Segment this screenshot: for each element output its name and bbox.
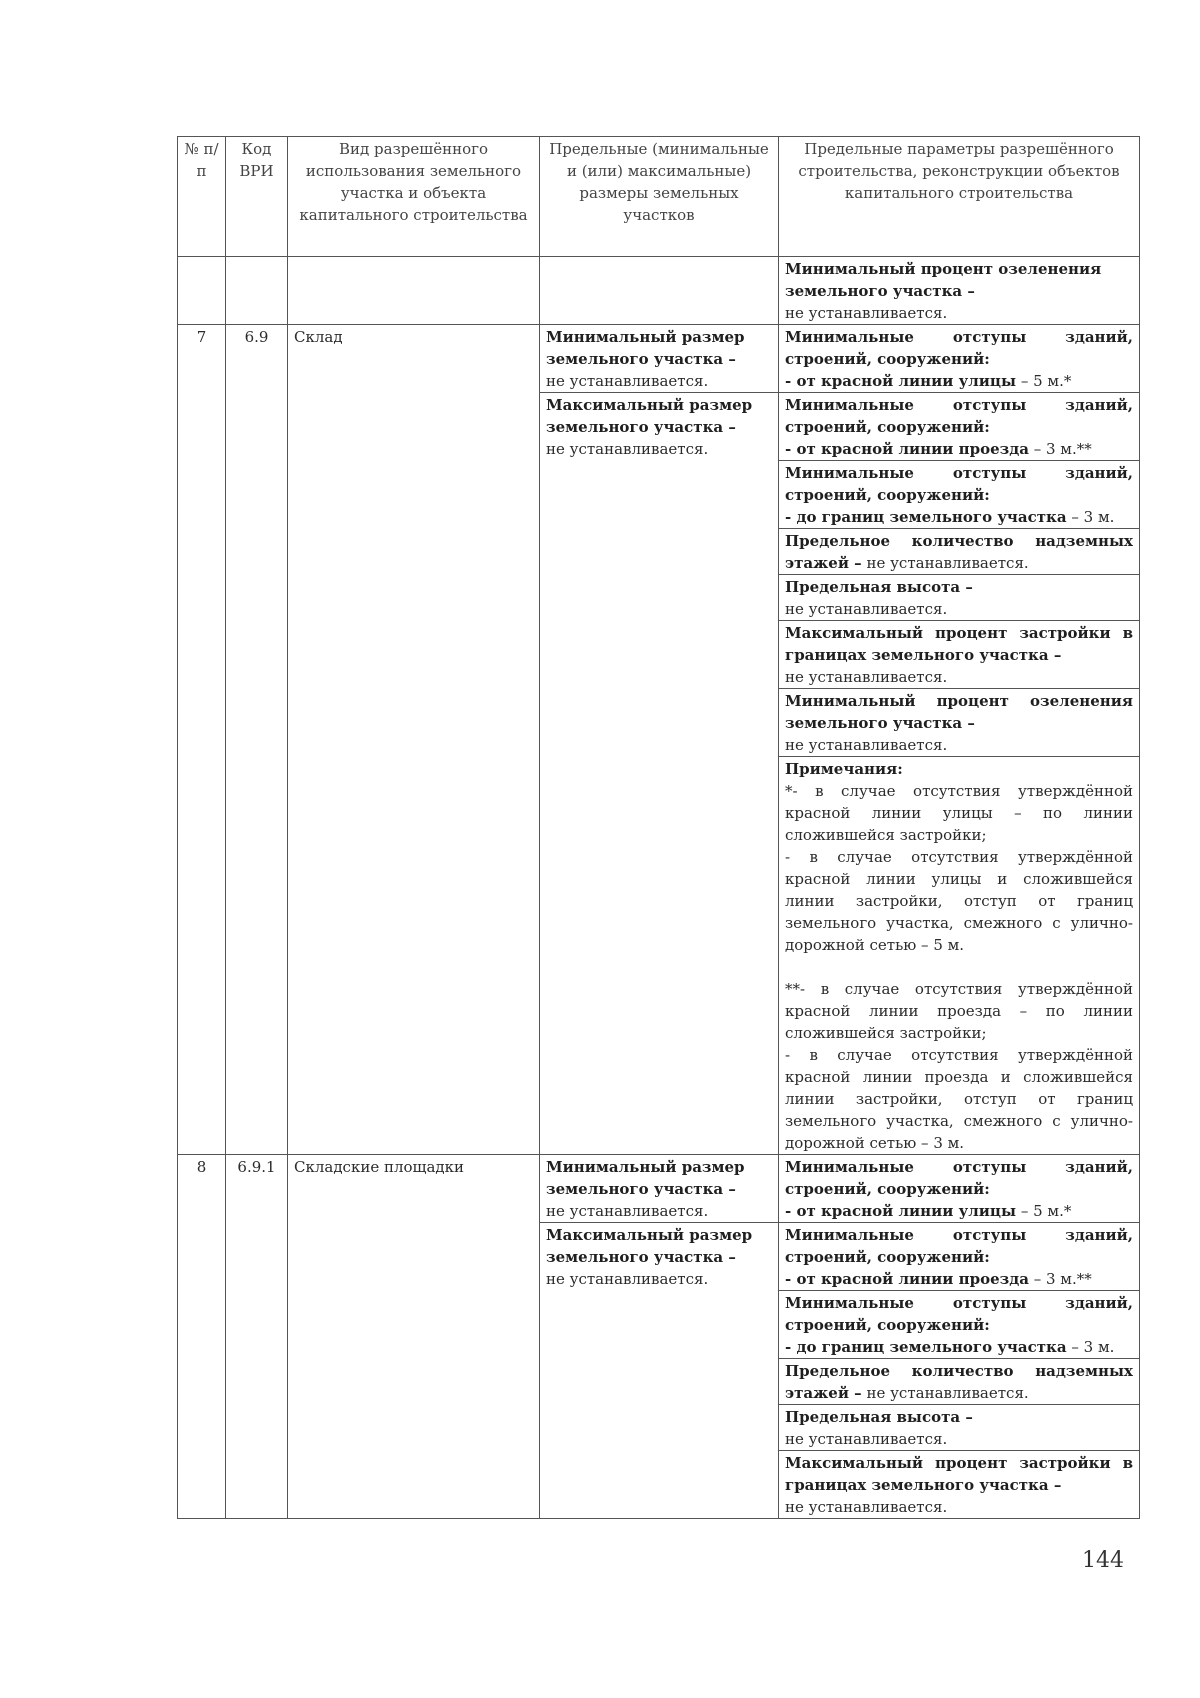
notes-title: Примечания: <box>785 760 903 778</box>
param-value-bold: - от красной линии улицы <box>785 1202 1017 1220</box>
header-num: № п/ п <box>178 137 226 257</box>
param-title: Минимальные отступы зданий, строений, сооружений: <box>785 1294 1133 1334</box>
table-row-8 <box>178 1155 1140 1223</box>
param-value-bold: - от красной линии проезда <box>785 440 1029 458</box>
header-params: Предельные параметры разрешённого строительства, реконструкции объектов капитального строительства <box>779 137 1140 257</box>
param-value: – 3 м.** <box>1028 1270 1092 1288</box>
param-cell <box>779 575 1140 621</box>
row-number: 8 <box>178 1155 226 1519</box>
row-code: 6.9 <box>226 325 288 1155</box>
header-code: Код ВРИ <box>226 137 288 257</box>
param-title: Минимальный процент озеленения земельного участка – <box>785 692 1133 732</box>
param-value: не устанавливается. <box>861 1384 1029 1402</box>
param-cell <box>779 529 1140 575</box>
size-value: не устанавливается. <box>546 440 709 458</box>
param-title: Предельная высота – <box>785 1408 973 1426</box>
param-cell <box>779 1291 1140 1359</box>
param-cell <box>779 257 1140 325</box>
param-title: Максимальный процент застройки в границах земельного участка – <box>785 624 1133 664</box>
size-cell-min <box>540 1155 779 1223</box>
param-value: – 5 м.* <box>1016 1202 1072 1220</box>
table-row-7 <box>178 325 1140 393</box>
param-cell <box>779 1405 1140 1451</box>
param-cell <box>779 1155 1140 1223</box>
size-cell-max <box>540 393 779 1155</box>
param-value-bold: - до границ земельного участка <box>785 508 1067 526</box>
size-title: Минимальный размер земельного участка – <box>546 1158 745 1198</box>
param-cell <box>779 689 1140 757</box>
param-value: не устанавливается. <box>785 1498 948 1516</box>
page-number: 144 <box>1082 1548 1124 1573</box>
param-cell <box>779 1359 1140 1405</box>
note: **- в случае отсутствия утверждённой красной линии проезда – по линии сложившейся застройки; <box>785 980 1133 1042</box>
note: - в случае отсутствия утверждённой красной линии проезда и сложившейся линии застройки, отступ от границ земельного участка, смежного с улично-дорожной сетью – 3 м. <box>785 1046 1133 1152</box>
header-sizes: Предельные (минимальные и (или) максимальные) размеры земельных участков <box>540 137 779 257</box>
param-value-bold: - до границ земельного участка <box>785 1338 1067 1356</box>
param-cell <box>779 461 1140 529</box>
param-value-bold: - от красной линии улицы <box>785 372 1017 390</box>
param-value: не устанавливается. <box>785 600 948 618</box>
param-title: Максимальный процент застройки в границах земельного участка – <box>785 1454 1133 1494</box>
size-title: Минимальный размер земельного участка – <box>546 328 745 368</box>
param-cell <box>779 1223 1140 1291</box>
note: - в случае отсутствия утверждённой красной линии улицы и сложившейся линии застройки, отступ от границ земельного участка, смежного с улично-дорожной сетью – 5 м. <box>785 848 1133 954</box>
param-value: не устанавливается. <box>785 1430 948 1448</box>
param-cell <box>779 393 1140 461</box>
size-cell-min <box>540 325 779 393</box>
param-title: Минимальные отступы зданий, строений, сооружений: <box>785 396 1133 436</box>
param-cell <box>779 325 1140 393</box>
size-value: не устанавливается. <box>546 1270 709 1288</box>
size-title: Максимальный размер земельного участка – <box>546 1226 753 1266</box>
param-title: Предельная высота – <box>785 578 973 596</box>
document-page <box>177 136 1140 1519</box>
param-title: Минимальные отступы зданий, строений, сооружений: <box>785 464 1133 504</box>
zoning-table <box>177 136 1140 1519</box>
param-title: Предельное количество надземных этажей – <box>785 532 1133 572</box>
note: *- в случае отсутствия утверждённой красной линии улицы – по линии сложившейся застройки; <box>785 782 1133 844</box>
param-cell <box>779 621 1140 689</box>
notes-cell <box>779 757 1140 1155</box>
size-title: Максимальный размер земельного участка – <box>546 396 753 436</box>
row-number: 7 <box>178 325 226 1155</box>
param-cell <box>779 1451 1140 1519</box>
header-kind: Вид разрешённого использования земельного участка и объекта капитального строительства <box>288 137 540 257</box>
param-title: Минимальные отступы зданий, строений, сооружений: <box>785 1226 1133 1266</box>
param-value: – 3 м.** <box>1028 440 1092 458</box>
param-value-bold: - от красной линии проезда <box>785 1270 1029 1288</box>
param-value: не устанавливается. <box>785 736 948 754</box>
table-header-row <box>178 137 1140 257</box>
param-title: Минимальные отступы зданий, строений, сооружений: <box>785 1158 1133 1198</box>
param-title: Предельное количество надземных этажей – <box>785 1362 1133 1402</box>
param-value: – 3 м. <box>1066 508 1115 526</box>
row-name: Складские площадки <box>288 1155 540 1519</box>
row-name: Склад <box>288 325 540 1155</box>
param-title: Минимальные отступы зданий, строений, сооружений: <box>785 328 1133 368</box>
table-row-continuation <box>178 257 1140 325</box>
param-value: не устанавливается. <box>861 554 1029 572</box>
size-value: не устанавливается. <box>546 372 709 390</box>
param-value: – 5 м.* <box>1016 372 1072 390</box>
param-value: не устанавливается. <box>785 304 948 322</box>
row-code: 6.9.1 <box>226 1155 288 1519</box>
size-cell-max <box>540 1223 779 1519</box>
param-value: – 3 м. <box>1066 1338 1115 1356</box>
param-value: не устанавливается. <box>785 668 948 686</box>
size-value: не устанавливается. <box>546 1202 709 1220</box>
param-title: Минимальный процент озеленения земельного участка – <box>785 260 1102 300</box>
